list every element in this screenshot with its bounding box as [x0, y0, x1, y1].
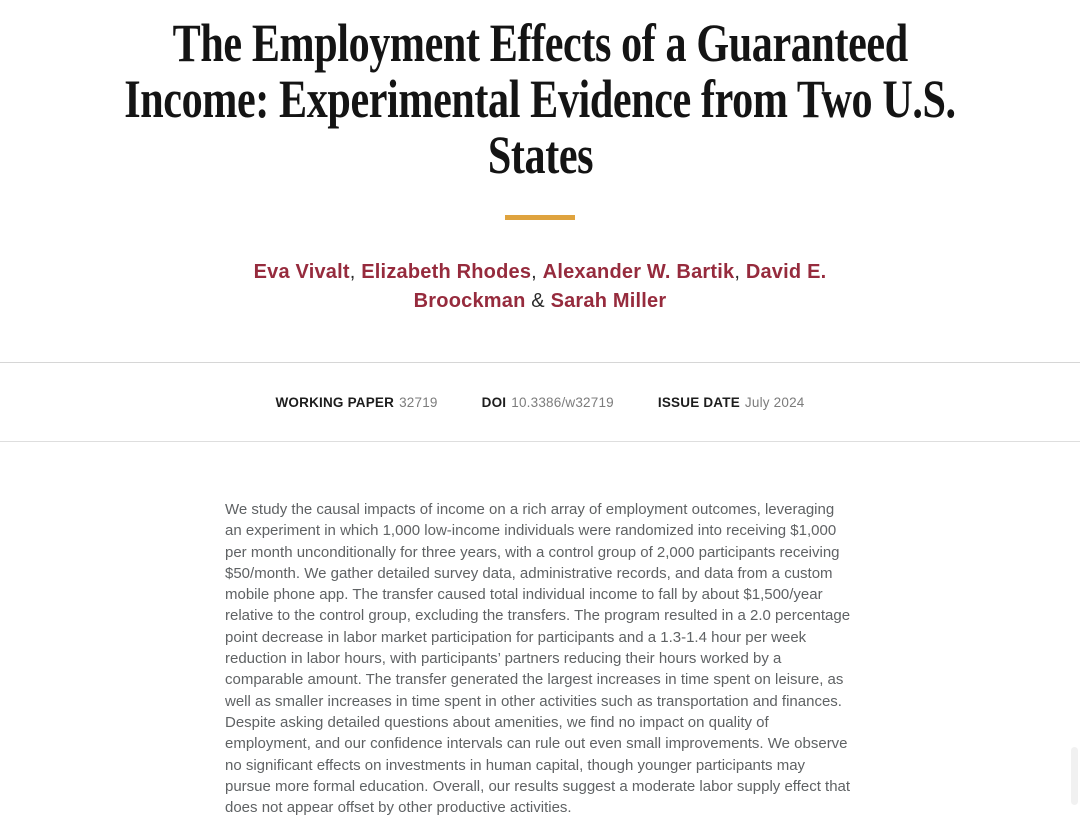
- author-link-sarah-miller[interactable]: Sarah Miller: [550, 290, 667, 312]
- doi-label: DOI: [481, 394, 507, 410]
- doi-link[interactable]: 10.3386/w32719: [511, 394, 614, 410]
- author-link-elizabeth-rhodes[interactable]: Elizabeth Rhodes: [361, 261, 532, 283]
- authors-line: [240, 258, 840, 316]
- paper-title-line-1: The Employment Effects of a Guaranteed: [172, 13, 908, 73]
- author-separator: ,: [734, 261, 746, 283]
- working-paper-label: WORKING PAPER: [275, 394, 395, 410]
- title-accent-divider: [505, 215, 575, 220]
- meta-doi: [482, 395, 614, 410]
- working-paper-number: 32719: [399, 394, 438, 410]
- paper-title-line-2: Income: Experimental Evidence from Two U.S.: [124, 69, 956, 129]
- abstract-text: We study the causal impacts of income on a rich array of employment outcomes, leveraging an experiment in which 1,000 low-income individuals were randomized into receiving $1,000 per month unconditionally for three years, with a control group of 2,000 participants receiving $50/month. We gather detailed survey data, administrative records, and data from a custom mobile phone app. The transfer caused total individual income to fall by about $1,500/year relative to the control group, excluding the transfers. The program resulted in a 2.0 percentage point decrease in labor market participation for participants and a 1.3-1.4 hour per week reduction in labor hours, with participants’ partners reducing their hours worked by a comparable amount. The transfer generated the largest increases in time spent on leisure, as well as smaller increases in time spent in other activities such as transportation and finances. Despite asking detailed questions about amenities, we find no impact on quality of employment, and our confidence intervals can rule out even small improvements. We observe no significant effects on investments in human capital, though younger participants may pursue more formal education. Overall, our results suggest a moderate labor supply effect that does not appear offset by other productive activities.: [225, 501, 851, 817]
- paper-title: [0, 15, 1080, 183]
- paper-meta-bar: [0, 362, 1080, 442]
- author-link-eva-vivalt[interactable]: Eva Vivalt: [253, 261, 350, 283]
- author-separator: ,: [349, 261, 362, 283]
- scrollbar-thumb[interactable]: [1071, 747, 1078, 805]
- author-link-david-e-broockman[interactable]: David E. Broockman: [413, 261, 827, 312]
- author-link-alexander-w-bartik[interactable]: Alexander W. Bartik: [542, 261, 735, 283]
- ampersand-separator: &: [525, 290, 551, 312]
- paper-title-line-3: States: [487, 125, 593, 185]
- abstract-section: [225, 499, 855, 818]
- issue-date-value: July 2024: [744, 394, 805, 410]
- author-separator: ,: [531, 261, 543, 283]
- meta-working-paper: [275, 395, 437, 410]
- meta-issue-date: [658, 395, 805, 410]
- issue-date-label: ISSUE DATE: [657, 394, 740, 410]
- paper-header: [0, 0, 1080, 316]
